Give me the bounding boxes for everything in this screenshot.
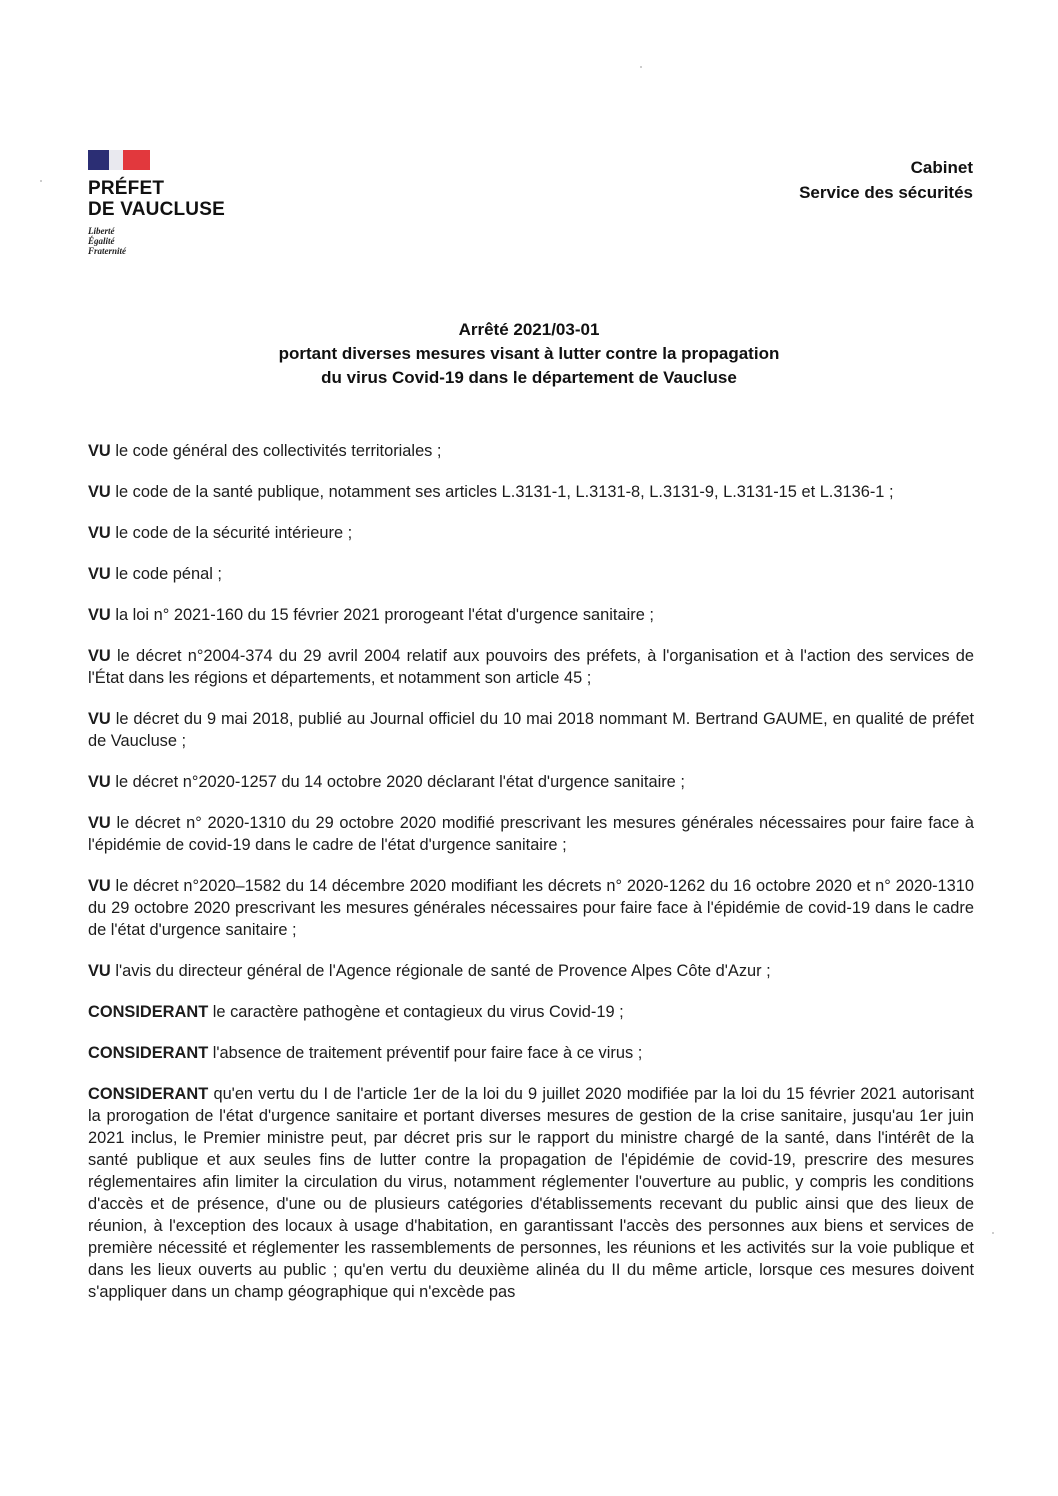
service-cabinet: Cabinet	[910, 158, 973, 177]
prefet-title-line1: PRÉFET	[88, 178, 165, 199]
keyword-vu: VU	[88, 483, 111, 501]
scan-speck	[640, 66, 642, 68]
arrete-subject-line1: portant diverses mesures visant à lutter contre la propagation	[278, 344, 780, 363]
paragraph-text: le code pénal ;	[110, 565, 222, 583]
keyword-vu: VU	[88, 565, 111, 583]
keyword-vu: VU	[88, 962, 111, 980]
paragraph-text: l'absence de traitement préventif pour faire face à ce virus ;	[208, 1044, 643, 1062]
paragraph-text: le code de la sécurité intérieure ;	[110, 524, 353, 542]
keyword-considerant: CONSIDERANT	[88, 1044, 209, 1062]
visa-paragraph	[88, 440, 974, 462]
paragraph-text: le code général des collectivités territoriales ;	[110, 442, 442, 460]
service-heading	[799, 155, 973, 205]
motto-fraternite: Fraternité	[88, 246, 127, 256]
considerant-paragraph	[88, 1083, 974, 1303]
arrete-subject-line2: du virus Covid-19 dans le département de Vaucluse	[321, 368, 737, 387]
keyword-vu: VU	[88, 442, 111, 460]
visa-paragraph	[88, 708, 974, 752]
scan-speck	[40, 180, 42, 182]
keyword-vu: VU	[88, 710, 111, 728]
visa-paragraph	[88, 481, 974, 503]
paragraph-text: le code de la santé publique, notamment ses articles L.3131-1, L.3131-8, L.3131-9, L.3131-15 et L.3136-1 ;	[110, 483, 894, 501]
scan-speck	[992, 1232, 994, 1234]
document-body	[88, 440, 974, 1303]
keyword-vu: VU	[88, 773, 111, 791]
keyword-vu: VU	[88, 606, 111, 624]
visa-paragraph	[88, 960, 974, 982]
flag-red-stripe	[123, 150, 150, 170]
considerant-paragraph	[88, 1001, 974, 1023]
visa-paragraph	[88, 875, 974, 941]
flag-blue-stripe	[88, 150, 109, 170]
paragraph-text: le caractère pathogène et contagieux du virus Covid-19 ;	[208, 1003, 624, 1021]
service-securites: Service des sécurités	[799, 183, 973, 202]
visa-paragraph	[88, 645, 974, 689]
arrete-number: Arrêté 2021/03-01	[458, 320, 600, 339]
considerant-paragraph	[88, 1042, 974, 1064]
prefet-logo	[88, 150, 225, 256]
flag-white-stripe	[109, 150, 123, 170]
paragraph-text: qu'en vertu du I de l'article 1er de la loi du 9 juillet 2020 modifiée par la loi du 15 février 2021 autorisant la prorogation de l'état d'urgence sanitaire et portant diverses mesures de gestion de la crise sanitaire, jusqu'au 1er juin 2021 inclus, le Premier ministre peut, par décret pris sur le rapport du ministre chargé de la santé, dans l'intérêt de la santé publique et aux seules fins de lutter contre la propagation de l'épidémie de covid-19, prescrire des mesures réglementaires afin limiter la circulation du virus, notamment réglementer l'ouverture au public, y compris les conditions d'accès et de présence, d'une ou de plusieurs catégories d'établissements recevant du public ainsi que des lieux de réunion, à l'exception des locaux à usage d'habitation, en garantissant l'accès des personnes aux biens et services de première nécessité et réglementer les rassemblements de personnes, les réunions et les activités sur la voie publique et dans les lieux ouverts au public ; qu'en vertu du deuxième alinéa du II du même article, lorsque ces mesures doivent s'appliquer dans un champ géographique qui n'excède pas	[88, 1085, 974, 1301]
visa-paragraph	[88, 771, 974, 793]
paragraph-text: le décret du 9 mai 2018, publié au Journal officiel du 10 mai 2018 nommant M. Bertrand GAUME, en qualité de préfet de Vaucluse ;	[88, 710, 974, 750]
motto-liberte: Liberté	[88, 226, 115, 236]
motto-egalite: Égalité	[88, 236, 115, 246]
paragraph-text: l'avis du directeur général de l'Agence régionale de santé de Provence Alpes Côte d'Azur ;	[110, 962, 771, 980]
keyword-considerant: CONSIDERANT	[88, 1003, 209, 1021]
visa-paragraph	[88, 604, 974, 626]
visa-paragraph	[88, 522, 974, 544]
keyword-vu: VU	[88, 814, 111, 832]
paragraph-text: le décret n°2020-1257 du 14 octobre 2020 déclarant l'état d'urgence sanitaire ;	[110, 773, 685, 791]
keyword-vu: VU	[88, 647, 111, 665]
paragraph-text: le décret n°2020–1582 du 14 décembre 2020 modifiant les décrets n° 2020-1262 du 16 octobre 2020 et n° 2020-1310 du 29 octobre 2020 prescrivant les mesures générales nécessaires pour faire face à l'épidémie de covid-19 dans le cadre de l'état d'urgence sanitaire ;	[88, 877, 974, 939]
republic-motto	[88, 226, 225, 256]
keyword-considerant: CONSIDERANT	[88, 1085, 209, 1103]
keyword-vu: VU	[88, 524, 111, 542]
french-flag-icon	[88, 150, 150, 170]
arrete-title	[0, 318, 1058, 390]
paragraph-text: le décret n° 2020-1310 du 29 octobre 2020 modifié prescrivant les mesures générales nécessaires pour faire face à l'épidémie de covid-19 dans le cadre de l'état d'urgence sanitaire ;	[88, 814, 974, 854]
keyword-vu: VU	[88, 877, 111, 895]
paragraph-text: la loi n° 2021-160 du 15 février 2021 prorogeant l'état d'urgence sanitaire ;	[110, 606, 654, 624]
visa-paragraph	[88, 812, 974, 856]
visa-paragraph	[88, 563, 974, 585]
prefet-title-line2: DE VAUCLUSE	[88, 199, 225, 220]
paragraph-text: le décret n°2004-374 du 29 avril 2004 relatif aux pouvoirs des préfets, à l'organisation et à l'action des services de l'État dans les régions et départements, et notamment son article 45 ;	[88, 647, 974, 687]
